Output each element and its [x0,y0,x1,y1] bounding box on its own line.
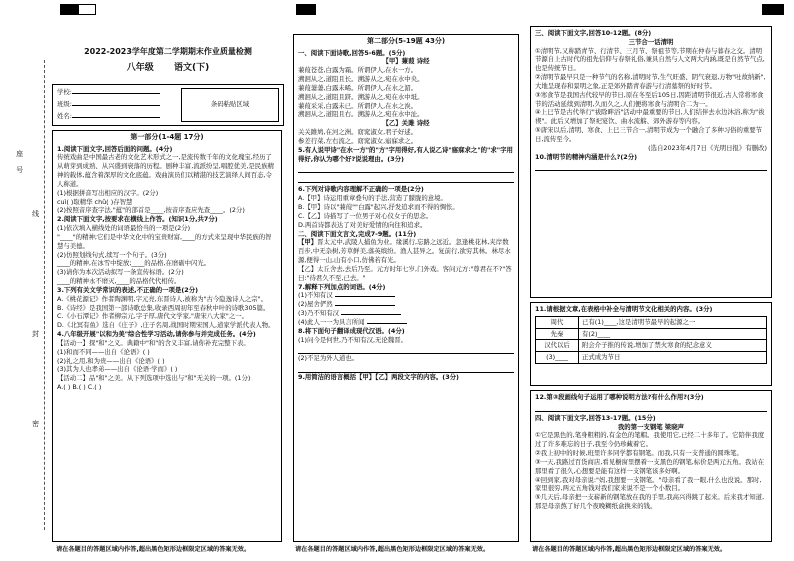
part2-header: 第二部分(5-19题 43分) [366,37,446,45]
q6-option-a: A.【甲】诗运用重章叠句的手法,营造了朦胧的意境。 [298,194,447,203]
section3-heading: 三、阅读下面文字,回答10-12题。(8分) [535,29,652,37]
story-paragraph-1: ①它是黑色的,笔身粗粗的,有金色的笔帽。我使用它,已经二十多年了。它陪伴我度过了许多难忘的日子,我至今仍珍藏着它。 [535,431,765,449]
q1-pinyin: cuì( )取精华 chǔ( )存智慧 [57,197,133,206]
q6-option-c: C.【乙】诗描写了一位男子对心仪女子的思念。 [298,211,433,220]
q8-text: 8.将下面句子翻译成现代汉语。(4分) [298,326,405,335]
poem1-line6: 溯洄从之,道阻且右。溯游从之,宛在水中沚。 [298,110,424,119]
q2-text3: (2)仿照划线句式,续写一个句子。(3分) [57,250,167,259]
binding-label-d: 封 [31,330,40,337]
student-info-box [52,84,284,126]
binding-label-e: 密 [31,420,40,427]
part1-answer-area [52,130,282,542]
exam-title: 2022-2023学年度第二学期期末作业质量检测 [84,47,252,56]
story-title: 我的第一支钢笔 [617,422,663,431]
story-paragraph-3: ③一天,我路过百货商店,看见橱窗里摆着一支黑色的钢笔,标价是两元五角。我站在那里看了很久,心想要是能有这样一支钢笔该多好啊。 [535,457,765,475]
story-paragraph-4: ④回到家,我对母亲说:"妈,我想要一支钢笔。"母亲看了我一眼,什么也没说。那时,家里很穷,两元五角钱对我们家来说不是一个小数目。 [535,475,762,493]
q8-item2: (2)不足为外人道也。 [298,354,359,363]
barcode-area [181,88,279,122]
story-paragraph-5: ⑤几天后,母亲把一支崭新的钢笔放在我的手里,我高兴得跳了起来。后来我才知道,那是母亲熬了好几个夜晚糊纸盒换来的钱。 [535,493,765,511]
poem1-line4: 溯洄从之,道阻且跻。溯游从之,宛在水中坻。 [298,92,424,101]
q8-item1: (1)问今是何世,乃不知有汉,无论魏晋。 [298,335,407,344]
name-field[interactable] [72,117,160,118]
class-label: 班级: [57,100,72,108]
column-3 [530,0,774,561]
q8-answer-line-2[interactable] [298,363,514,373]
q5-answer-line[interactable] [298,173,514,183]
q2-text5: (3)请你为本次活动拟写一条宣传标语。(2分) [57,268,184,277]
q2-intro: 2.阅读下面文字,按要求在横线上作答。(知识1分,共7分) [57,215,218,224]
q5-answer-line[interactable] [298,163,514,173]
article-paragraph-2: ②清明节最早只是一种节气的名称,清明时节,生气旺盛、阴气衰退,万物"吐故纳新",大地呈现春和景明之象,正是郊外踏青春游与行清墓祭的好时节。 [535,73,766,90]
table-row [536,328,767,340]
article-paragraph-5: ⑤唐宋以后,清明、寒食、上巳三节合一,清明节成为一个融合了多种习俗的重要节日,流传至今。 [535,126,763,143]
q6-text: 6.下列对诗歌内容理解不正确的一项是(2分) [298,185,424,194]
article-paragraph-3: ③寒食节是我国古代较早的节日,原在冬至后105日,因距清明节很近,古人常将寒食节的活动延续到清明,久而久之,人们便将寒食与清明合二为一。 [535,90,764,108]
q1-intro: 1.阅读下面文字,回答后面的问题。(4分) [57,144,173,153]
col3-footer: 请在各题目的答题区域内作答,超出黑色矩形边框限定区域的答案无效。 [532,546,727,554]
table-row [536,352,767,364]
q6-option-b: B.【甲】诗以"蒹葭""白露"起兴,抒发追求而不得的惆怅。 [298,203,459,212]
q3-option-d: D.《北冥有鱼》选自《庄子》,庄子名周,战国时期宋国人,道家学派代表人物。 [57,321,275,330]
table-cell: 汉代以后 [536,340,579,352]
article-paragraph-1: ①清明节,又称踏青节、行清节、三月节、祭祖节等,节期在仲春与暮春之交。清明节源自上古时代的祖先信仰与春祭礼俗,兼具自然与人文两大内涵,既是自然节气点,也是传统节日。 [535,46,765,73]
table-row [536,340,767,352]
table-cell[interactable]: 有(2)____ [579,328,767,340]
table-cell: 先秦 [536,328,579,340]
wenyan-text-a: 【甲】晋太元中,武陵人捕鱼为业。缘溪行,忘路之远近。忽逢桃花林,夹岸数百步,中无杂树,芳草鲜美,落英缤纷。渔人甚异之。复前行,欲穷其林。林尽水源,便得一山,山有小口,仿佛若有光。 [298,238,511,265]
column-1 [52,0,284,561]
table-cell[interactable]: 已有(1)____,这是清明节最早的起源之一 [579,316,767,328]
q4-task2: 【活动二】品"和"之美。从下列选项中选出与"和"无关的一项。(1分) [57,374,251,383]
q7-answer-2[interactable] [335,305,395,306]
article-source: (选自2023年4月7日《光明日报》有删改) [648,143,767,152]
barcode-label: 条码粘贴区域 [210,100,250,108]
class-field[interactable] [72,105,160,106]
table-row [536,316,767,328]
q7-item2: (2)屋舍俨然 [298,300,514,309]
q9-text: 9.用简洁的语言概括【甲】【乙】两段文字的内容。(3分) [298,373,459,382]
school-label: 学校: [57,88,72,96]
grade-label: 八年级 [126,63,154,73]
q4-task1: 【活动一】探"和"之义。典籍中"和"的含义丰富,请你补充完整下表。 [57,338,250,347]
q1-sub2: (2)按照音序查字法,"蕴"的部首是____,按音序查应先查____。(2分) [57,206,245,215]
wenyan-text-b: 【乙】太丘舍去,去后乃至。元方时年七岁,门外戏。客问元方:"尊君在不?"答曰:"待君久不至,已去。" [298,264,512,282]
q4-intro: 4.八年级开展"以和为美"综合性学习活动,请你参与并完成任务。(4分) [57,330,256,339]
q11-table [535,316,767,364]
article-paragraph-4: ④上巳节是古代举行"祓除畔浴"活动中最重要的节日,人们结伴去水边沐浴,称为"祓禊"。此后又增加了祭祀宴饮、曲水流觞、郊外游春等内容。 [535,108,765,126]
name-label: 姓名: [57,112,72,120]
story-author: 梁晓声 [664,422,685,431]
table-cell[interactable]: (3)____ [536,352,579,364]
q12-text: 12.第③段画线句子运用了哪种说明方法?有什么作用?(3分) [535,393,704,401]
q3-option-c: C.《小石潭记》作者柳宗元,字子厚,唐代文学家,"唐宋八大家"之一。 [57,312,249,321]
poem1-line3: 蒹葭萋萋,白露未晞。所谓伊人,在水之湄。 [298,83,418,92]
q11-answer-area [530,302,772,386]
section3-answer-area [530,26,772,298]
q8-answer-line-1[interactable] [298,344,514,354]
poem1-title: 【甲】蒹葭 诗经 [382,57,430,66]
binding-label-c: 线 [31,210,40,217]
q3-intro: 3.下列有关文学常识的表述,不正确的一项是(2分) [57,285,199,294]
q7-answer-4[interactable] [367,323,407,324]
q4-item3: (3)其为人也孝弟——出自《论语·学而》( ) [57,365,178,374]
poem1-line5: 蒹葭采采,白露未已。所谓伊人,在水之涘。 [298,101,418,110]
q7-answer-1[interactable] [335,296,395,297]
q2-text4: ____的精神,在冰雪中绽放;____的品格,在磨砺中闪光。 [57,259,211,268]
q4-item2: (2)礼之用,和为贵——出自《论语》( ) [57,356,165,365]
q10-answer-line[interactable] [535,161,767,171]
poem2-line1: 关关雎鸠,在河之洲。窈窕淑女,君子好逑。 [298,128,418,137]
q3-option-b: B.《诗经》是我国第一部诗歌总集,收录西周初年至春秋中叶的诗歌305篇。 [57,303,270,312]
q7-answer-3[interactable] [341,314,401,315]
table-cell: 附会介子推的传说,增加了禁火寒食的纪念意义 [579,340,767,352]
q11-text: 11.请根据文章,在表格中补全与清明节文化相关的内容。(3分) [535,305,713,313]
story-paragraph-2: ②我上初中的时候,班里许多同学都有钢笔。而我,只有一支普通的圆珠笔。 [535,449,743,458]
wenyan-title: 【甲】 [298,238,318,247]
article-title: 三节合一话清明 [628,37,674,46]
table-cell: 正式成为节日 [579,352,767,364]
section4-answer-area [530,390,772,542]
q7-item3: (3)乃不知有汉 [298,309,514,318]
binding-label-b: 号 [15,166,24,173]
part2-answer-area [293,34,519,542]
table-cell: 周代 [536,316,579,328]
q3-option-a: A.《桃花源记》作者陶渊明,字元亮,东晋诗人,被称为"古今隐逸诗人之宗"。 [57,294,267,303]
poem1-line1: 蒹葭苍苍,白露为霜。所谓伊人,在水一方。 [298,66,418,75]
q7-item1: (1)不知有汉 [298,291,514,300]
q7-text: 7.解释下列加点的词语。(4分) [298,282,386,291]
q2-text1: (1)依次填入横线处的词语最恰当的一项是(2分) [57,224,191,233]
q6-option-d: D.两首诗都表达了对美好爱情的向往和追求。 [298,220,427,229]
poem2-title: 【乙】关雎 诗经 [382,119,430,128]
q1-text: 传统戏曲是中国最古老的文化艺术形式之一,是流传数千年的文化瑰宝,经历了从萌芽到成熟、从兴盛到衰落的历程。剧种丰富,流派纷呈,唱腔优美,是民族精神的载体,蕴含着深厚的文化底蕴。戏曲演员们以精湛的技艺演绎人间百态,令人称道。 [57,153,274,188]
col1-footer: 请在各题目的答题区域内作答,超出黑色矩形边框限定区域的答案无效。 [56,546,251,554]
q4-answer: A.( ) B.( ) C.( ) [57,383,102,392]
part1-header: 第一部分(1-4题 17分) [130,133,204,141]
col2-footer: 请在各题目的答题区域内作答,超出黑色矩形边框限定区域的答案无效。 [295,546,490,554]
q4-item1: (1)和而不同——出自《论语》( ) [57,347,150,356]
poem1-line2: 溯洄从之,道阻且长。溯游从之,宛在水中央。 [298,75,424,84]
q7-item4: (4)此人一一为具言所闻 [298,318,514,327]
poem2-line2: 参差荇菜,左右流之。窈窕淑女,寤寐求之。 [298,136,418,145]
q2-text6: ____的精神永不磨灭,____的品格代代相传。 [57,277,181,286]
section1-heading: 一、阅读下面诗歌,回答5-6题。(5分) [298,48,406,57]
q10-text: 10.清明节的精神内涵是什么?(2分) [535,152,638,161]
q2-text2: "____"的精神;它们是中华文化中的宝贵财富,____的方式来呈现中华民族的智慧与美德。 [57,232,272,250]
binding-dashed-line [44,60,45,530]
section4-heading: 四、阅读下面文字,回答13-17题。(15分) [535,413,656,422]
q12-answer-line[interactable] [535,402,767,412]
subject-label: 语文(下) [174,63,210,73]
section2-heading: 二、阅读下面文言文,完成7-9题。(11分) [298,229,417,238]
q5-text: 5.有人说甲诗"在水一方"的"方"字用得好,有人说乙诗"寤寐求之"的"求"字用得好,你认为哪个好?说说理由。(3分) [298,145,513,163]
binding-label-a: 座 [15,150,24,157]
q1-sub1: (1)根据拼音写出相应的汉字。(2分) [57,188,159,197]
school-field[interactable] [72,93,160,94]
column-2 [293,0,521,561]
